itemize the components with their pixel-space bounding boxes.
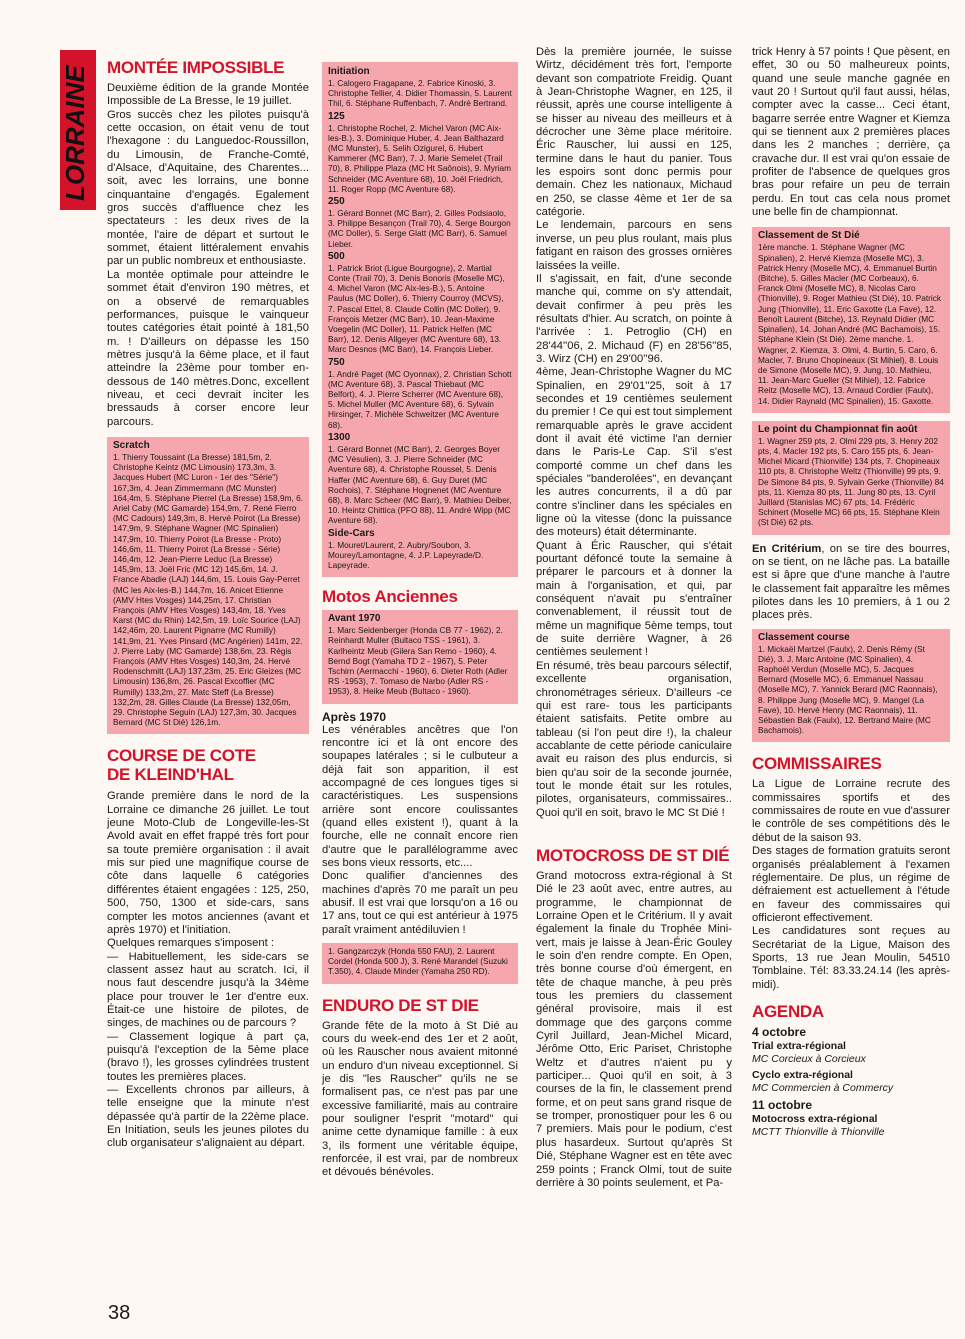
stdie-results: 1ère manche. 1. Stéphane Wagner (MC Spinalien), 2. Hervé Kiemza (Moselle MC), 3. Patrick Henry (Moselle MC), 4. Emmanuel Burtin (Bitche), 5. Gilles Macler (MC Corbeaux), 6. Franck Olmi (Moselle MC), 8. Nicolas Caro (Thionville), 9. Roger Mathieu (St Dié), 10. Patrick Jung (Thionville), 11. Eric Gaxotte (La Fave), 12. Benoît Laurent (Bitche), 13. Reynald Didier (MC Spinalien), 14. Johan André (MC Bachamois), 15. Stéphane Klein (St Dié). 2ème manche. 1. Wagner, 2. Kiemza, 3. Olmi, 4. Burtin, 5. Caro, 6. Macler, 7. Bruno Chopineaux (St Mihiel), 8. Louis de Simone (Moselle MC), 9. Jung, 10. Mathieu, 11. Jean-Marc Gueller (St Mihiel), 12. Fabrice Reitz (Moselle MC), 13. Arnaud Cordier (Faulx), 14. Didier Raynald (MC Spinalien), 15. Gaxotte. (758, 242, 942, 406)
avant-box (322, 610, 518, 703)
anciennes-title: Motos Anciennes (322, 587, 458, 607)
page-number: 38 (108, 1302, 131, 1324)
cat-results: 1. André Paget (MC Oyonnax), 2. Christian Schott (MC Aventure 68), 3. Pascal Thiebaut (MC Belfort), 4. J. Pierre Scherrer (MC Aventure 68), 5. Michel Muller (MC Aventure 68), 6. Sylvain Hirsinger, 7. Michèle Schweitzer (MC Aventure 68). (328, 368, 512, 430)
motocross-title: MOTOCROSS DE ST DIÉ (536, 845, 730, 865)
cat-results: 1. Christophe Rochel, 2. Michel Varon (MC Aix-les-B.), 3. Dominique Huber, 4. Jean Balthazard (MC Munster), 5. Selih Ozigurel, 6. Hubert Kammerer (MC Barr), 7. J. Marie Semelet (Trail 70), 8. Philippe Plaza (MC Ht Saônois), 9. Myriam Schneider (MC Aventure 68), 10. Joël Friedrich, 11. Roger Ropp (MC Aventure 68). (328, 122, 512, 194)
paragraph: En résumé, très beau parcours sélectif, excellente organisation, chronométrages sérieux. D'ailleurs -ce qui est rare- tous les participants étaient satisfaits. Petite ombre au tableau (si l'on peut dire !), la chaleur accablante de cette période caniculaire avait eu raison des plus endurcis, si bien qu'au soir de la seconde journée, tout le monde était sur les rotules, pilotes, organisateurs, commissaires.. Quoi qu'il en soit, bravo le MC St Dié ! (536, 659, 732, 819)
paragraph: Quant à Éric Rauscher, qui s'était pourtant défoncé toute la semaine à préparer le parcours et à donner la main à l'organisation, et qui, par conséquent n'avait pu s'entraîner convenablement, il réussit tout de même un magnifique 5ème temps, tout de suite derrière Wagner, à 26 centièmes seulement ! (536, 539, 732, 659)
agenda-organizer: MC Corcieux à Corcieux (752, 1052, 866, 1065)
paragraph: Deuxième édition de la grande Montée Impossible de La Bresse, le 19 juillet. (107, 82, 309, 108)
paragraph: Quelques remarques s'imposent : (107, 937, 274, 950)
cat-results: 1. Calogero Fragapane, 2. Fabrice Kinoski, 3. Christophe Tellier, 4. Didier Thomassin, 5. Laurent Thil, 6. Stéphane Ruffenbach, 7. André Bertrand. (328, 78, 512, 109)
paragraph: Les candidatures sont reçues au Secrétariat de la Ligue, Maison des Sports, 13 rue Jean Moulin, 54510 Tomblaine. Tél: 83.33.24.14 (les après-midi). (752, 925, 950, 991)
cat-results: 1. Gérard Bonnet (MC Barr), 2. Georges Boyer (MC Vésulien), 3. J. Pierre Schneider (MC Aventure 68), 4. Christophe Roussel, 5. Denis Haffer (MC Aventure 68), 6. Guy Duret (MC Rochois), 7. Stéphane Hognenet (MC Aventure 68), 8. Marc Scheer (MC Barr), 9. Mathieu Deiber, 10. Heintz Chittica (PFO 88), 11. André Wipp (MC Aventure 68). (328, 443, 512, 526)
paragraph: Les vénérables ancêtres que l'on rencontre ici et là ont encore des soupapes latérales ; si le culbuteur a déjà fait son apparition, il est accompagné de ces longues tiges si caractéristiques. Les suspensions arrière sont encore coulissantes (quand elles existent !), quant à la fourche, elle ne connaît encore rien d'autre que le parallélogramme avec ses bons vieux ressorts, etc.... (322, 723, 518, 869)
agenda-organizer: MC Commercien à Commercy (752, 1081, 894, 1094)
agenda-organizer: MCTT Thionville à Thionville (752, 1125, 885, 1138)
paragraph: — Excellents chronos par ailleurs, à telle enseigne que la minute n'est dépassée qu'à partir de la 22ème place. En Initiation, seuls les jeunes pilotes du club organisateur s'alignaient au départ. (107, 1083, 309, 1150)
course-header: Classement course (758, 631, 850, 643)
paragraph: Donc qualifier d'anciennes des machines d'après 70 me paraît un peu abusif. Il est vrai que lorsqu'on a 16 ou 17 ans, tout ce qui est antérieur à 1975 paraît vraiment antédiluvien ! (322, 870, 518, 936)
paragraph: Grande fête de la moto à St Dié au cours du week-end des 1er et 2 août, où les Rauscher nous avaient mitonné un enduro d'un niveau exceptionnel. Si je dis "les Rauscher" qu'ils ne se formalisent pas, ce n'est pas par une excessive familiarité, mais au contraire pour souligner l'esprit "motard" qui anime cette dynamique famille : à eux 3, ils forment une véritable équipe, renforcée, il est vrai, par de nombreux et dévoués bénévoles. (322, 1019, 518, 1179)
paragraph: Grande première dans le nord de la Lorraine ce dimanche 26 juillet. Le tout jeune Moto-Club de Longeville-les-St Avold avait en effet frappé très fort pour sa toute première organisation : il avait mis sur pied une magnifique course de côte dans laquelle 6 catégories différentes étaient engagées : 125, 250, 500, 750, 1300 et side-cars, sans compter les motos anciennes (avant et après 1970) et l'initiation. (107, 790, 309, 936)
cat-results: 1. Mouret/Laurent, 2. Aubry/Soubon, 3. Mourey/Lamontagne, 4. J.P. Lapeyrade/D. Lapeyrade. (328, 539, 484, 570)
agenda-event: Trial extra-régional (752, 1039, 846, 1052)
agenda-event: Cyclo extra-régional (752, 1068, 853, 1081)
cat-header: 500 (328, 250, 345, 262)
motocross-body (536, 870, 732, 1190)
agenda-list (752, 1025, 950, 1139)
avant-results: 1. Marc Seidenberger (Honda CB 77 - 1962), 2. Reinhardt Muller (Bultaco TSS - 1961), 3. Karlheintz Meub (Gilera San Remo - 1960), 4. Bernd Bogt (Yamaha TD 2 - 1967), 5. Peter Tschirn (Aermacchi - 1960), 6. Dieter Roth (Adler RS -1953), 7. Tomaso de Narbo (Adler RS - 1953), 8. Heike Meub (Bultaco - 1960). (328, 625, 508, 697)
cat-header: 250 (328, 196, 345, 208)
cat-header: 125 (328, 110, 345, 122)
cat-results: 1. Gérard Bonnet (MC Barr), 2. Gilles Podsiaolo, 3. Philippe Besançon (Trail 70), 4. Serge Bourgon (MC Doller), 5. Serge Glatt (MC Barr), 6. Samuel Lieber. (328, 208, 511, 249)
stdie-box (752, 227, 950, 412)
agenda-title: AGENDA (752, 1001, 824, 1021)
commissaires-body (752, 778, 950, 992)
paragraph: La montée optimale pour atteindre le sommet était d'environ 190 mètres, et on a observé de remarquables performances, puisque le vainqueur toutes catégories était pointé à 181,50 m. ! D'ailleurs on dépasse les 150 mètres jusqu'à la 6ème place, et il faut atteindre la 23ème pour tomber en-dessous de 140 mètres.Donc, excellent niveau, et ceci devrait inciter les bressauds à corser encore leur parcours. (107, 268, 309, 428)
criterium-body (752, 543, 950, 623)
champ-header: Le point du Championnat fin août (758, 423, 918, 435)
criterium-lead: En Critérium (752, 542, 822, 555)
paragraph: Des stages de formation gratuits seront organisés préalablement à l'examen réglementaire. De plus, un régime de défraiement est actuellement à l'étude en faveur des commissaires qui officieront effectivement. (752, 845, 950, 924)
montee-body (107, 82, 309, 429)
champ-results: 1. Wagner 259 pts, 2. Olmi 229 pts, 3. Henry 202 pts, 4. Macler 192 pts, 5. Caro 155 pts, 6. Jean-Michel Micard (Thionville) 134 pts, 7. Chopineaux 110 pts, 8. Christophe Weltz (Thionville) 99 pts, 9. De Simone 84 pts, 9. Sylvain Gerke (Thionville) 84 pts, 11. Kiemza 80 pts, 11. Jung 80 pts, 13. Cyril Juillard (Stanislas MC) 67 pts, 14. Frédéric Schinert (Moselle MC) 66 pts, 15. Stéphane Klein (St Dié) 62 pts. (758, 435, 944, 528)
column-4 (752, 46, 950, 1142)
cat-header: 750 (328, 356, 345, 368)
avant-header: Avant 1970 (328, 613, 381, 625)
paragraph: Il s'agissait, en fait, d'une seconde manche qui, comme on s'y attendait, devait confirmer à peu près les résultats d'hier. Au scratch, on pointe à l'arrivée : 1. Petroglio (CH) en 28'44''06, 2. Michaud (F) en 28'56''85, 3. Wirz (CH) en 29'00''96. (536, 272, 732, 365)
paragraph: La Ligue de Lorraine recrute des commissaires sportifs et des commissaires de route en vue d'assurer le contrôle de ses compétitions dès le début de la saison 93. (752, 778, 951, 844)
cat-results: 1. Patrick Briot (Ligue Bourgogne), 2. Martial Conte (Trail 70), 3. Denis Bonoris (Moselle MC), 4. Michel Varon (MC Aix-les-B.), 5. Antoine Paulus (MC Doller), 6. Thierry Courroy (MCVS), 7. Pascal Ettel, 8. Claude Collin (MC Doller), 9. François Metzer (MC Barr), 10. Jean-Maxime Voegelin (MC Doller), 11. Patrick Helfen (MC Barr), 12. Denis Allgeyer (MC Aventure 68), 13. Marc Desnos (MC Barr), 14. François Lieber. (328, 262, 505, 355)
categories-box (322, 62, 518, 577)
course-box (752, 629, 950, 743)
course-results: 1. Mickaël Martzel (Faulx), 2. Denis Rémy (St Dié), 3. J. Marc Antoine (MC Spinalien), 4. Raphoël Verdun (Moselle MC), 5. Jacques Bernard (Moselle MC), 6. Emmanuel Nassau (Moselle MC), 7. Yannick Berard (MC Raonnais), 8. Philippe Jung (Moselle MC), 9. Mangel (La Fave), 10. Hervé Henry (MC Raonnais), 11. Sébastien Bak (Faulx), 12. Bertrand Maire (MC Bachamois). (758, 643, 938, 736)
cat-header: Initiation (328, 66, 370, 77)
scratch-box (107, 437, 309, 734)
enduro-body (322, 1020, 518, 1180)
course-title-line1: COURSE DE COTE (107, 746, 256, 766)
apres-header: Après 1970 (322, 709, 387, 724)
cat-header: Side-Cars (328, 527, 375, 539)
column-3 (536, 46, 732, 1190)
column-2 (322, 62, 518, 1180)
paragraph: Gros succès chez les pilotes puisqu'à cette occasion, on était venu de tout l'hexagone : du Languedoc-Roussillon, du Limousin, de Franche-Comté, d'Alsace, d'Aquitaine, des Charentes... soit, avec les lorrains, une bonne cinquantaine d'engagés. Egalement gros succès d'affluence chez les spectateurs : les deux rives de la montée, l'aire de départ et surtout le sommet, étaient littéralement envahis par un public nombreux et enthousiaste. (107, 108, 309, 268)
cat-header: 1300 (328, 431, 351, 443)
column-1 (107, 58, 309, 1151)
scratch-results: 1. Thierry Toussaint (La Bresse) 181,5m, 2. Christophe Keintz (MC Limousin) 173,3m, 3. Jacques Hubert (MC Luron - 1er des "Série") 167,3m, 4. Jean Zimmermann (MC Munster) 164,4m, 5. Stéphane Pierrel (La Bresse) 158,9m, 6. Ariel Caby (MC Gamarde) 154,9m, 7. René Fierro (MC Cadours) 149,3m, 8. Hervé Poirot (La Bresse) 147,9m, 9. Stéphane Wagner (MC Spinalien) 147,9m, 10. Thierry Poirot (La Bresse - Proto) 146,6m, 11. Thierry Poirot (La Bresse - Série) 146,4m, 12. Jean-Pierre Leduc (La Bresse) 145,9m, 13. Joël Fric (MC 12) 145,6m, 14. J. France Abadie (LAJ) 144,6m, 15. Louis Gay-Perret (MC les Aix-les-B.) 144,7m, 16. Anicet Etienne (AMV Htes Vosges) 144,25m, 17. Christian François (AMV Htes Vosges) 143,4m, 18. Yves Karst (MC du Rhin) 142,5m, 19. Loïc Sourice (LAJ) 142,46m, 20. Laurent Pignarre (MC Rumilly) 141,9m, 21. Yves Pinsard (MC Angérien) 141m, 22. J. Pierre Laby (MC Gamarde) 138,6m, 23. Régis François (AMV Htes Vosges) 140,3m, 24. Hervé Rodenschmitt (LAJ) 137,23m, 25. Eric Gleizes (MC Limousin) 136,8m, 26. Pascal Excoffier (MC Rumilly) 133,2m, 27. Matc Steff (La Bresse) 132,2m, 28. Gilles Claude (La Bresse) 132,05m, 29. Christophe Seguin (LAJ) 127,3m, 30. Jacques Bernard (MC St Dié) 126,1m. (113, 451, 304, 728)
paragraph: Grand motocross extra-régional à St Dié le 23 août avec, entre autres, au programme, le championnat de Lorraine Open et le Critérium. Il y avait également la finale du Trophée Mini-vert, mais je laisse à Jean-Éric Gouley le soin d'en rendre compte. En Open, très bonne course d'où émergent, en tête de chaque manche, à peu près tous les premiers du classement général provisoire, mais il est dommage que des garçons comme Cyril Juillard, Jean-Michel Micard, Jérôme Otto, Eric Pariset, Christophe Weltz et d'autres n'aient pu y participer... Quoi qu'il en soit, à 3 courses de la fin, le classement prend forme, et on peut sans grand risque de se tromper, pronostiquer pour les 6 ou 7 premiers. Mais pour le podium, c'est plus hasardeux. Surtout qu'après St Dié, Stéphane Wagner est en tête avec 259 points ; Franck Olmi, tout de suite derrière à 30 points seulement, et Pa- (536, 869, 732, 1189)
agenda-date: 11 octobre (752, 1097, 813, 1112)
course-title-line2: DE KLEIND'HAL (107, 765, 234, 785)
course-body (107, 790, 309, 1150)
course-title (107, 746, 309, 784)
apres-box (322, 943, 518, 984)
scratch-header: Scratch (113, 439, 150, 451)
montee-title: MONTÉE IMPOSSIBLE (107, 58, 285, 77)
champ-box (752, 421, 950, 535)
paragraph: Le lendemain, parcours en sens inverse, un peu plus roulant, mais plus fatigant en raison des grosses ornières laissées la veille. (536, 219, 732, 272)
motocross-continued (752, 46, 950, 219)
commissaires-title: COMMISSAIRES (752, 754, 882, 774)
enduro-title: ENDURO DE ST DIE (322, 995, 479, 1015)
paragraph: 4ème, Jean-Christophe Wagner du MC Spinalien, en 29'01''25, soit à 17 secondes et 19 centièmes seulement du premier ! Ce qui est tout simplement remarquable après le grave accident dont il avait été victime l'an dernier dans le Paris-Le Cap. S'il s'est comporté comme un chef dans les spéciales "banderolées", en devançant les autres concurrents, il a dû par contre s'incliner dans les spéciales en ligne où la vitesse (donc la puissance des moteurs) était déterminante. (536, 366, 732, 539)
agenda-date: 4 octobre (752, 1024, 807, 1039)
region-label: LORRAINE (60, 65, 90, 201)
stdie-header: Classement de St Dié (758, 230, 860, 242)
paragraph: — Classement logique à part ça, puisqu'à l'exception de la 5ème place (bravo !), les grosses cylindrées trustent toutes les premières places. (107, 1030, 309, 1083)
apres-results: 1. Gangzarczyk (Honda 550 FAU), 2. Laurent Cordel (Honda 500 J), 3. René Marandel (Suzuki T.350), 4. Claude Minder (Yamaha 250 RD). (328, 946, 508, 977)
paragraph: Dès la première journée, le suisse Wirtz, décidément très fort, l'emporte devant son compatriote Freidig. Quant à Jean-Christophe Wagner, en 125, il réussit, après une course intelligente à se hisser au niveau des meilleurs et à décrocher une 3ème place méritoire. Éric Rauscher, lui aussi en 125, termine dans le haut du panier. Tous les espoirs sont donc permis pour demain. Chez les nationaux, Michaud en 250, se classe 4ème et 1er de sa catégorie. (536, 46, 732, 219)
paragraph: — Habituellement, les side-cars se classent assez haut au scratch. Ici, il nous faut descendre jusqu'à la 34ème place pour trouver le 1er d'entre eux. Était-ce une histoire de pilotes, de singes, de machines ou de parcours ? (107, 950, 309, 1030)
criterium-text: , on se tire des bourres, on se tient, on ne lâche pas. La bataille est si âpre que d'une manche à l'autre le classement fait apparaître les mêmes pilotes dans les 10 premiers, à 1 ou 2 places près. (752, 542, 950, 622)
paragraph: trick Henry à 57 points ! Que pèsent, en effet, 30 ou 50 malheureux points, quand une seule manche gagnée en vaut 20 ! Surtout qu'il faut aussi, hélas, compter avec la casse... Ceci étant, bagarre serrée entre Wagner et Kiemza qui se tiennent aux 2 premières places dans les 2 manches ; derrière, ça cravache dur. Il est vrai qu'on essaie de profiter de l'absence de quelques gros bras pour refaire un peu de terrain perdu. En tout cas cela nous promet une belle fin de championnat. (752, 46, 950, 219)
agenda-event: Motocross extra-régional (752, 1112, 878, 1125)
enduro-continued (536, 46, 732, 820)
apres-body (322, 724, 518, 938)
